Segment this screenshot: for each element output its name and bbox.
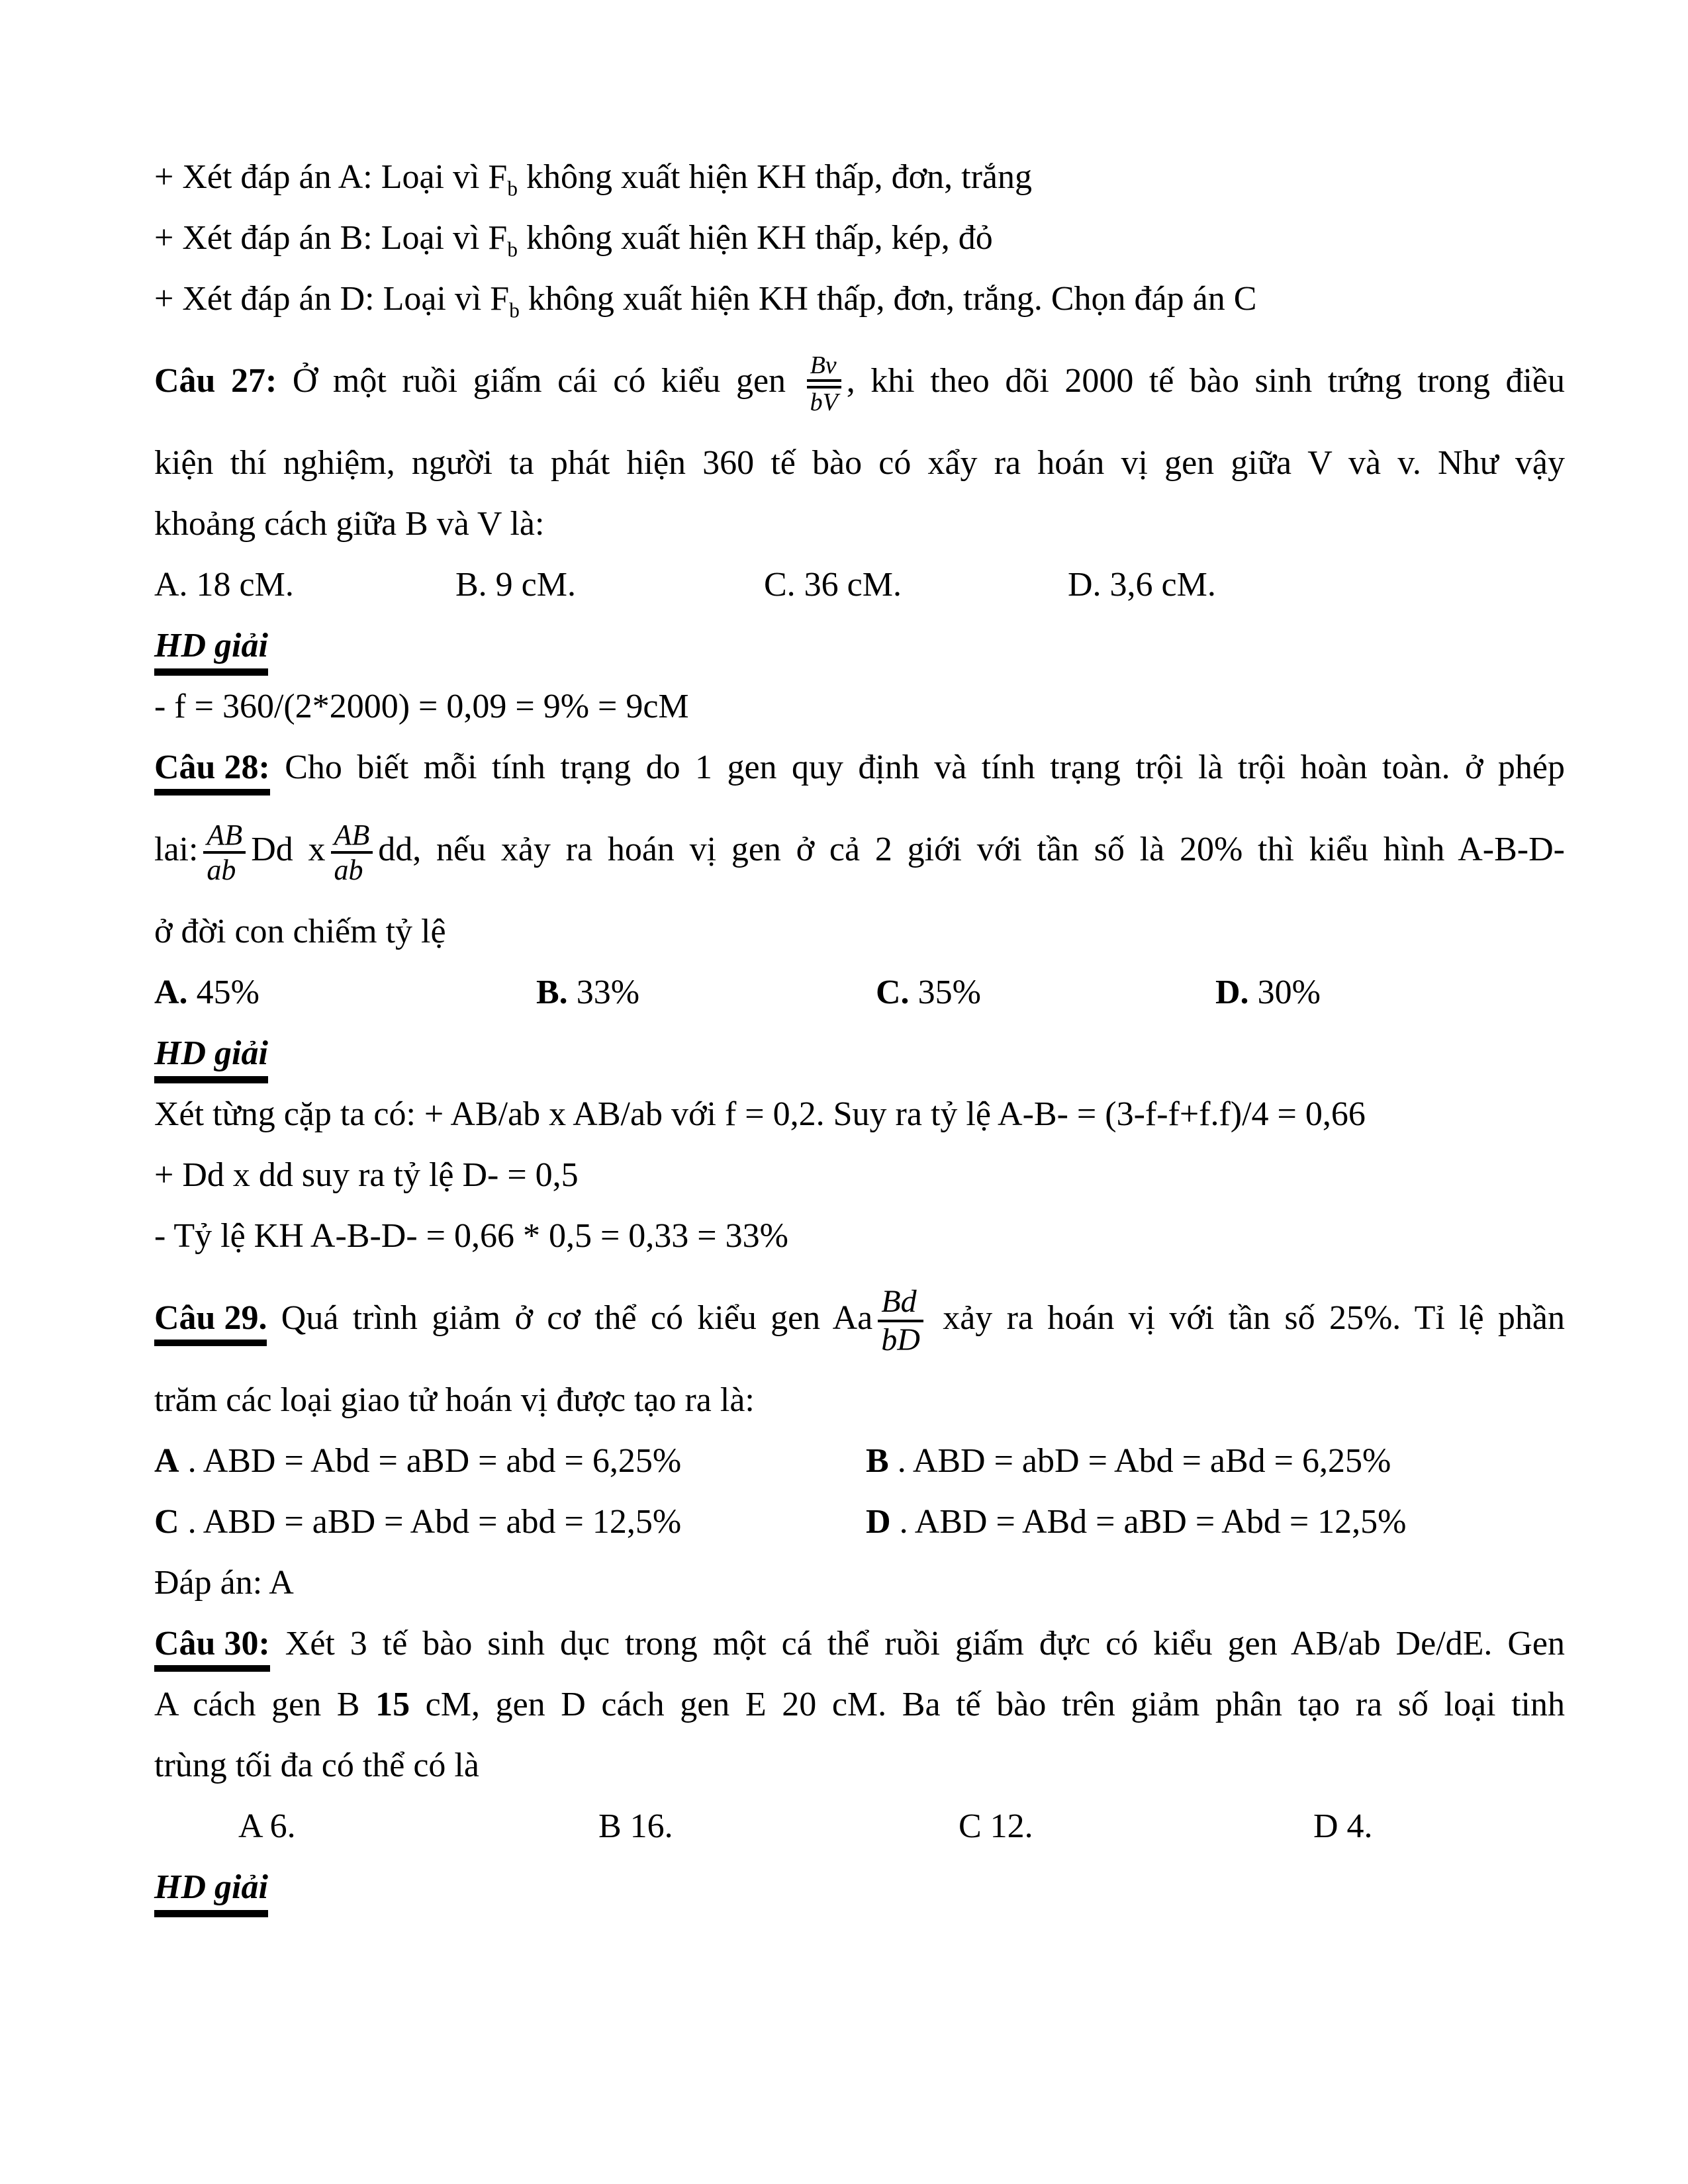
question-27-text-b: , khi theo dõi 2000 tế bào sinh trứng trong điều: [846, 362, 1566, 400]
question-30-line1: [154, 1614, 1565, 1674]
option-d: [866, 1492, 1565, 1553]
option-b: B. 9 cM.: [455, 566, 576, 604]
question-28-options: [154, 962, 1565, 1023]
bullet-d-text: + Xét đáp án D: Loại vì F: [154, 280, 510, 318]
question-28-solution-1: Xét từng cặp ta có: + AB/ab x AB/ab với f = 0,2. Suy ra tỷ lệ A-B- = (3-f-f+f.f)/4 = 0,66: [154, 1095, 1366, 1133]
fraction-AB-ab-2: [331, 819, 373, 887]
option-text: 30%: [1248, 974, 1321, 1011]
option-text: . ABD = abD = Abd = aBd = 6,25%: [888, 1442, 1391, 1480]
question-28-solution-3: - Tỷ lệ KH A-B-D- = 0,66 * 0,5 = 0,33 = 33%: [154, 1217, 788, 1255]
option-d: D. 3,6 cM.: [1068, 566, 1216, 604]
question-28-line2: [154, 798, 1565, 901]
fraction-denominator: bV: [807, 386, 841, 417]
subscript-b: b: [507, 238, 518, 261]
hd-giai-heading-28: [154, 1023, 1565, 1084]
option-letter: C.: [876, 974, 910, 1011]
bullet-b-text-post: không xuất hiện KH thấp, kép, đỏ: [517, 219, 993, 257]
option-text: 33%: [567, 974, 640, 1011]
question-27-label: Câu 27:: [154, 362, 277, 400]
question-30-text: Xét 3 tế bào sinh dục trong một cá thể ruồi giấm đực có kiểu gen AB/ab De/dE. Gen: [269, 1625, 1565, 1662]
hd-giai-label: HD giải: [154, 1034, 268, 1083]
question-27-solution: - f = 360/(2*2000) = 0,09 = 9% = 9cM: [154, 688, 689, 725]
option-text: . ABD = aBD = Abd = abd = 12,5%: [179, 1503, 682, 1541]
option-b: [866, 1431, 1565, 1492]
bullet-a-text: + Xét đáp án A: Loại vì F: [154, 158, 508, 196]
option-d: [1215, 962, 1565, 1023]
fraction-numerator: Bv: [807, 351, 841, 383]
hd-giai-heading-30: [154, 1857, 1565, 1918]
question-29-options-row1: [154, 1431, 1565, 1492]
hd-giai-label: HD giải: [154, 626, 268, 676]
option-a: [154, 962, 536, 1023]
question-29-answer: Đáp án: A: [154, 1564, 294, 1602]
question-27-line2: kiện thí nghiệm, người ta phát hiện 360 tế bào có xẩy ra hoán vị gen giữa V và v. Như vậy: [154, 444, 1565, 482]
option-a: A 6.: [238, 1807, 296, 1845]
fraction-numerator: AB: [207, 818, 243, 851]
question-30-line2: [154, 1674, 1565, 1735]
fraction-numerator: Bd: [881, 1284, 917, 1320]
question-28-line1: [154, 737, 1565, 798]
subscript-b: b: [509, 298, 520, 322]
option-letter: A.: [154, 974, 188, 1011]
option-text: . ABD = ABd = aBD = Abd = 12,5%: [890, 1503, 1407, 1541]
question-30-text-a: A cách gen B: [154, 1686, 376, 1723]
question-28-text: Cho biết mỗi tính trạng do 1 gen quy định và tính trạng trội là trội hoàn toàn. ở phép: [269, 749, 1565, 786]
question-28-line3: ở đời con chiếm tỷ lệ: [154, 913, 446, 950]
question-27-text-a: Ở một ruồi giấm cái có kiểu gen: [277, 362, 802, 400]
hd-giai-label: HD giải: [154, 1868, 268, 1917]
question-29-label: Câu 29.: [154, 1298, 267, 1346]
bullet-line-b: [154, 208, 1565, 269]
question-28-cross: Dd x: [251, 831, 326, 868]
fraction-denominator: ab: [331, 851, 373, 886]
option-c: [876, 962, 1215, 1023]
option-a: [154, 1431, 866, 1492]
option-letter: D: [866, 1503, 891, 1541]
option-c: C. 36 cM.: [764, 566, 902, 604]
question-29-text-a: Quá trình giảm ở cơ thể có kiểu gen Aa: [267, 1299, 873, 1337]
question-30-text-c: cM, gen D cách gen E 20 cM. Ba tế bào trên giảm phân tạo ra số loại tinh: [410, 1686, 1565, 1723]
option-letter: C: [154, 1503, 179, 1541]
option-b: [536, 962, 876, 1023]
bullet-a-text-post: không xuất hiện KH thấp, đơn, trắng: [517, 158, 1032, 196]
fraction-Bv-bV: [807, 351, 841, 417]
question-27-options: [154, 555, 1565, 615]
option-d: D 4.: [1313, 1807, 1373, 1845]
bullet-d-text-post: không xuất hiện KH thấp, đơn, trắng. Chọn đáp án C: [519, 280, 1257, 318]
subscript-b: b: [507, 177, 518, 201]
question-28-label: Câu 28:: [154, 748, 270, 796]
fraction-denominator: bD: [878, 1320, 923, 1358]
question-27-line1: [154, 330, 1565, 433]
fraction-Bd-bD: [878, 1284, 923, 1358]
option-b: B 16.: [598, 1807, 673, 1845]
option-c: C 12.: [959, 1807, 1033, 1845]
bullet-line-d: [154, 269, 1565, 330]
bullet-b-text: + Xét đáp án B: Loại vì F: [154, 219, 508, 257]
question-29-line2: trăm các loại giao tử hoán vị được tạo ra là:: [154, 1381, 755, 1419]
bullet-line-a: [154, 147, 1565, 208]
option-letter: A: [154, 1442, 179, 1480]
question-30-distance: 15: [375, 1686, 410, 1723]
option-text: . ABD = Abd = aBD = abd = 6,25%: [179, 1442, 682, 1480]
question-30-line3: trùng tối đa có thể có là: [154, 1747, 479, 1784]
question-28-text-post: dd, nếu xảy ra hoán vị gen ở cả 2 giới với tần số là 20% thì kiểu hình A-B-D-: [378, 831, 1565, 868]
question-29-options-row2: [154, 1492, 1565, 1553]
fraction-AB-ab-1: [203, 819, 246, 887]
option-c: [154, 1492, 866, 1553]
question-29-text-b: xảy ra hoán vị với tần số 25%. Tỉ lệ phần: [928, 1299, 1565, 1337]
hd-giai-heading-27: [154, 615, 1565, 676]
option-letter: B.: [536, 974, 568, 1011]
question-27-line3: khoảng cách giữa B và V là:: [154, 505, 545, 543]
question-30-options: [238, 1796, 1565, 1857]
option-text: 35%: [909, 974, 981, 1011]
fraction-denominator: ab: [203, 851, 246, 886]
option-letter: D.: [1215, 974, 1249, 1011]
question-28-solution-2: + Dd x dd suy ra tỷ lệ D- = 0,5: [154, 1156, 579, 1194]
fraction-numerator: AB: [334, 818, 370, 851]
option-a: A. 18 cM.: [154, 566, 294, 604]
option-text: 45%: [187, 974, 259, 1011]
question-30-label: Câu 30:: [154, 1624, 270, 1672]
question-29-line1: [154, 1267, 1565, 1370]
question-28-lai: lai:: [154, 831, 199, 868]
option-letter: B: [866, 1442, 889, 1480]
